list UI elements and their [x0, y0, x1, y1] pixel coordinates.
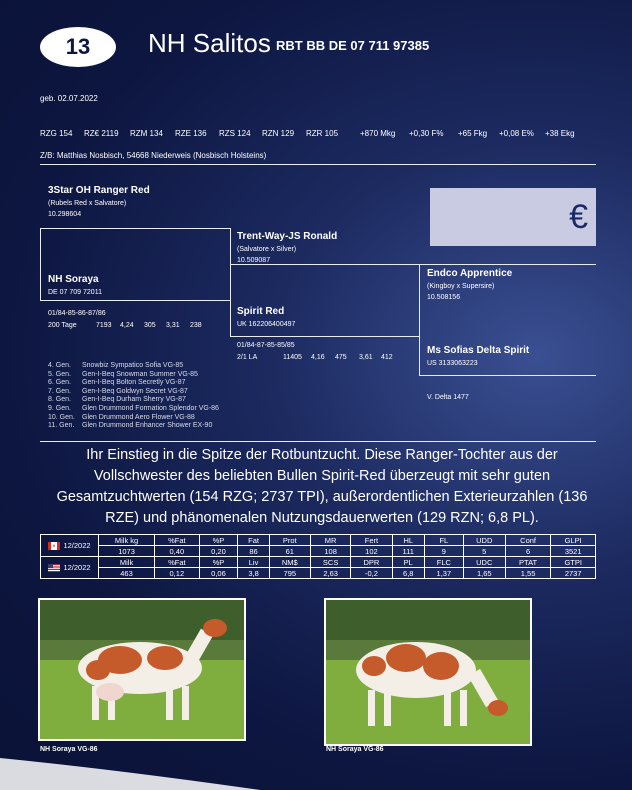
euro-icon: € — [569, 198, 588, 236]
stat-value: 6,8 — [392, 568, 424, 579]
stat-header: %P — [199, 557, 238, 568]
dam-sire-name: Trent-Way-JS Ronald — [237, 231, 338, 242]
dam-sire-id: 10.509087 — [237, 257, 271, 264]
cow-photo-1 — [38, 598, 246, 741]
stat-header: Milk kg — [99, 535, 155, 546]
stat-value: 1073 — [99, 546, 155, 557]
stats-table — [40, 534, 596, 579]
stat-value: 1,65 — [463, 568, 505, 579]
pedigree-line — [40, 228, 230, 229]
stat-header: PL — [392, 557, 424, 568]
sire-name: 3Star OH Ranger Red — [48, 185, 150, 196]
stat-value: 3521 — [551, 546, 596, 557]
stat-value: 0,06 — [199, 568, 238, 579]
generation-row: 10. Gen. Glen Drummond Aero Flower VG-88 — [48, 413, 195, 421]
stat-value: 61 — [269, 546, 310, 557]
stat-header: MR — [310, 535, 350, 546]
stat-value: 0,20 — [199, 546, 238, 557]
sire-parents: (Rubels Red x Salvatore) — [48, 200, 127, 207]
stat-value: 0,40 — [155, 546, 200, 557]
stat-value: 5 — [463, 546, 505, 557]
stat-header: Milk — [99, 557, 155, 568]
granddam-id: UK 162206400497 — [237, 321, 296, 328]
index-rzr: RZR 105 — [306, 129, 339, 138]
cow-photo-2 — [324, 598, 532, 746]
stat-header: Fert — [351, 535, 392, 546]
photo-caption-1: NH Soraya VG-86 — [40, 746, 98, 753]
dam-sire-parents: (Salvatore x Silver) — [237, 246, 297, 253]
stats-value-row-us — [41, 568, 596, 579]
gggdam-id: US 3133063223 — [427, 360, 478, 367]
stat-value: 463 — [99, 568, 155, 579]
canada-date-cell: 12/2022 — [41, 535, 99, 557]
page-number-badge: 13 — [40, 27, 116, 67]
pedigree-line — [419, 264, 596, 265]
generation-row: 5. Gen. Gen-I-Beq Snowman Summer VG-85 — [48, 370, 198, 378]
ggsire-name: Endco Apprentice — [427, 268, 513, 279]
stats-header-row-us — [41, 557, 596, 568]
pedigree-line — [230, 228, 231, 336]
stat-header: Conf — [505, 535, 551, 546]
stat-header: GTPI — [551, 557, 596, 568]
generation-row: 6. Gen. Gen-I-Beq Bolton Secretly VG-87 — [48, 379, 186, 387]
stat-header: SCS — [310, 557, 350, 568]
stat-header: UDD — [463, 535, 505, 546]
stat-value: 0,12 — [155, 568, 200, 579]
index-fat-pct: +0,30 F% — [409, 129, 444, 138]
stat-value: 1,55 — [505, 568, 551, 579]
dam-id: DE 07 709 72011 — [48, 289, 102, 296]
gggdam-sire: V. Delta 1477 — [427, 394, 469, 401]
generation-row: 11. Gen. Glen Drummond Enhancer Shower EX-90 — [48, 422, 213, 430]
pedigree-line — [230, 336, 420, 337]
stat-header: HL — [392, 535, 424, 546]
breeder-info: Z/B: Matthias Nosbisch, 54668 Niederweis (Nosbisch Holsteins) — [40, 151, 267, 160]
generations-list — [48, 362, 219, 431]
stats-header-row-ca — [41, 535, 596, 546]
index-rzg: RZG 154 — [40, 129, 73, 138]
stat-value: -0,2 — [351, 568, 392, 579]
stat-value: 108 — [310, 546, 350, 557]
index-mkg: +870 Mkg — [360, 129, 396, 138]
index-rz-euro: RZ€ 2119 — [84, 129, 119, 138]
generation-row: 7. Gen. Gen-I-Beq Goldwyn Secret VG-87 — [48, 387, 188, 395]
ggsire-parents: (Kingboy x Supersire) — [427, 283, 495, 290]
pedigree-line — [40, 300, 230, 301]
stat-header: GLPI — [551, 535, 596, 546]
decorative-swoosh — [0, 730, 632, 790]
stat-value: 9 — [424, 546, 463, 557]
sire-id: 10.298604 — [48, 211, 82, 218]
stat-header: FL — [424, 535, 463, 546]
index-fat-kg: +65 Fkg — [458, 129, 488, 138]
bull-name: NH Salitos — [148, 28, 271, 58]
generation-row: 9. Gen. Glen Drummond Formation Splendor VG-86 — [48, 404, 219, 412]
stat-value: 2,63 — [310, 568, 350, 579]
stat-header: %P — [199, 535, 238, 546]
index-prot-pct: +0,08 E% — [499, 129, 534, 138]
ggsire-id: 10.508156 — [427, 294, 461, 301]
index-rzs: RZS 124 — [219, 129, 251, 138]
photo-caption-2: NH Soraya VG-86 — [326, 746, 384, 753]
stat-value: 2737 — [551, 568, 596, 579]
stat-header: %Fat — [155, 535, 200, 546]
stat-header: PTAT — [505, 557, 551, 568]
stat-header: %Fat — [155, 557, 200, 568]
divider — [40, 164, 596, 165]
stat-value: 86 — [238, 546, 269, 557]
usa-flag-icon — [48, 564, 60, 572]
registration-number: RBT BB DE 07 711 97385 — [276, 38, 430, 53]
stat-header: Liv — [238, 557, 269, 568]
gggdam-name: Ms Sofias Delta Spirit — [427, 345, 530, 356]
granddam-performance: 2/1 LA 11405 4,16 475 3,61 412 — [237, 354, 393, 361]
stat-value: 1,37 — [424, 568, 463, 579]
pedigree-line — [419, 264, 420, 375]
stat-value: 102 — [351, 546, 392, 557]
canada-flag-icon — [48, 542, 60, 550]
granddam-name: Spirit Red — [237, 306, 285, 317]
granddam-score: 01/84-87-85-85/85 — [237, 342, 295, 349]
stat-header: NM$ — [269, 557, 310, 568]
stat-header: UDC — [463, 557, 505, 568]
index-rzm: RZM 134 — [130, 129, 163, 138]
dam-name: NH Soraya — [48, 274, 99, 285]
stat-value: 111 — [392, 546, 424, 557]
divider — [40, 441, 596, 442]
stat-value: 795 — [269, 568, 310, 579]
index-rze: RZE 136 — [175, 129, 207, 138]
description-text: Ihr Einstieg in die Spitze der Rotbuntzucht. Diese Ranger-Tochter aus der Vollschwester des beliebten Bullen Spirit-Red überzeugt mit sehr guten Gesamtzuchtwerten (154 RZG; 2737 TPI), außerordentlichen Exterieurzahlen (136 RZE) und phänomenalen Nutzungsdauerwerten (129 RZN; 6,8 PL). — [56, 447, 588, 526]
stat-header: FLC — [424, 557, 463, 568]
stat-value: 3,8 — [238, 568, 269, 579]
dam-score: 01/84-85-86-87/86 — [48, 310, 106, 317]
stat-header: Fat — [238, 535, 269, 546]
generation-row: 4. Gen. Snowbiz Sympatico Sofia VG-85 — [48, 362, 184, 369]
index-rzn: RZN 129 — [262, 129, 295, 138]
birth-date: geb. 02.07.2022 — [40, 94, 98, 103]
pedigree-line — [419, 375, 596, 376]
stat-header: DPR — [351, 557, 392, 568]
pedigree-line — [230, 264, 420, 265]
price-euro-box — [430, 188, 596, 246]
dam-performance: 200 Tage 7193 4,24 305 3,31 238 — [48, 322, 202, 329]
generation-row: 8. Gen. Gen-I-Beq Durham Sherry VG-87 — [48, 396, 186, 404]
stat-header: Prot — [269, 535, 310, 546]
stats-value-row-ca — [41, 546, 596, 557]
pedigree-line — [40, 228, 41, 300]
usa-date-cell: 12/2022 — [41, 557, 99, 579]
stat-value: 6 — [505, 546, 551, 557]
index-prot-kg: +38 Ekg — [545, 129, 575, 138]
